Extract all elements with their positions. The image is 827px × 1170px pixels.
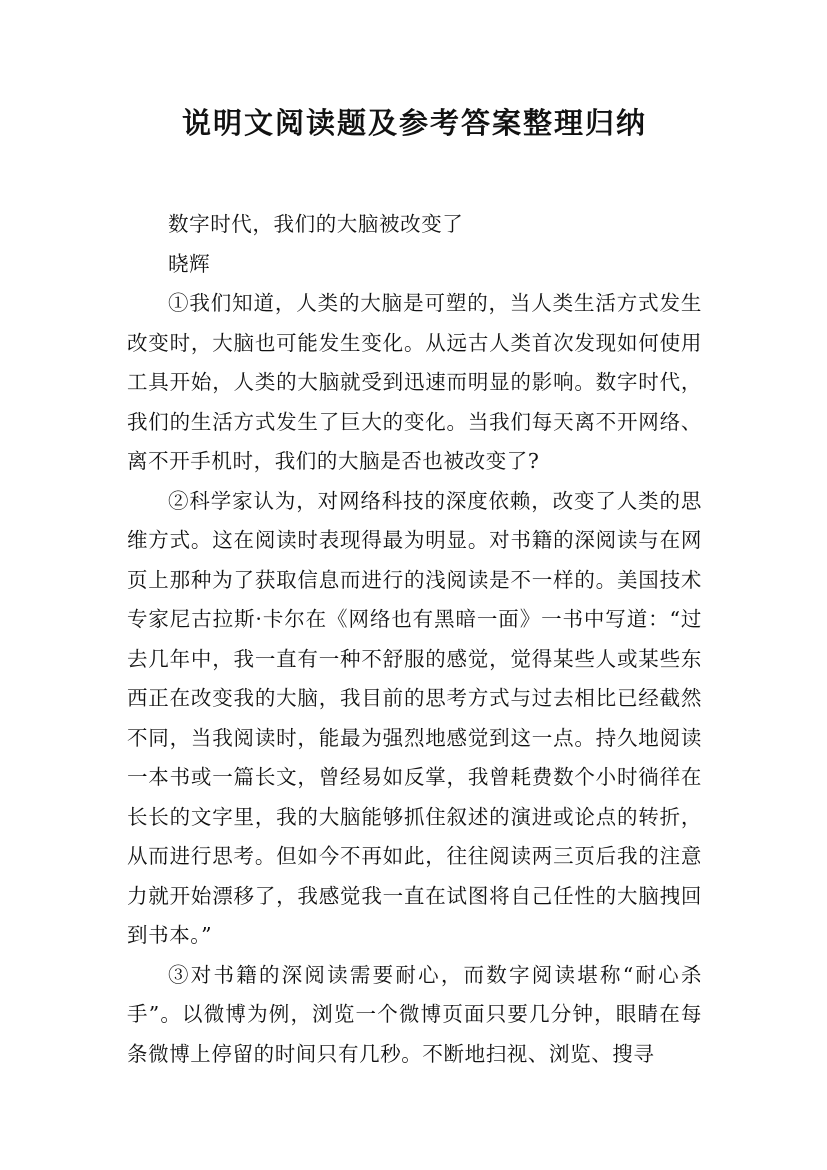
paragraph-2: ②科学家认为，对网络科技的深度依赖，改变了人类的思维方式。这在阅读时表现得最为明显。对书籍的深阅读与在网页上那种为了获取信息而进行的浅阅读是不一样的。美国技术专家尼古拉斯·卡尔在《网络也有黑暗一面》一书中写道：“过去几年中，我一直有一种不舒服的感觉，觉得某些人或某些东西正在改变我的大脑，我目前的思考方式与过去相比已经截然不同，当我阅读时，能最为强烈地感觉到这一点。持久地阅读一本书或一篇长文，曾经易如反掌，我曾耗费数个小时徜徉在长长的文字里，我的大脑能够抓住叙述的演进或论点的转折，从而进行思考。但如今不再如此，往往阅读两三页后我的注意力就开始漂移了，我感觉我一直在试图将自己任性的大脑拽回到书本。” [127,488,702,947]
article-title: 数字时代，我们的大脑被改变了 [168,212,464,236]
paragraph-1: ①我们知道，人类的大脑是可塑的，当人类生活方式发生改变时，大脑也可能发生变化。从远古人类首次发现如何使用工具开始，人类的大脑就受到迅速而明显的影响。数字时代，我们的生活方式发生了巨大的变化。当我们每天离不开网络、离不开手机时，我们的大脑是否也被改变了? [127,291,702,473]
article-author: 晓辉 [168,251,211,276]
document-body [127,205,702,1074]
paragraph-3: ③对书籍的深阅读需要耐心，而数字阅读堪称“耐心杀手”。以微博为例，浏览一个微博页面只要几分钟，眼睛在每条微博上停留的时间只有几秒。不断地扫视、浏览、搜寻 [127,962,702,1066]
document-title: 说明文阅读题及参考答案整理归纳 [181,106,647,140]
